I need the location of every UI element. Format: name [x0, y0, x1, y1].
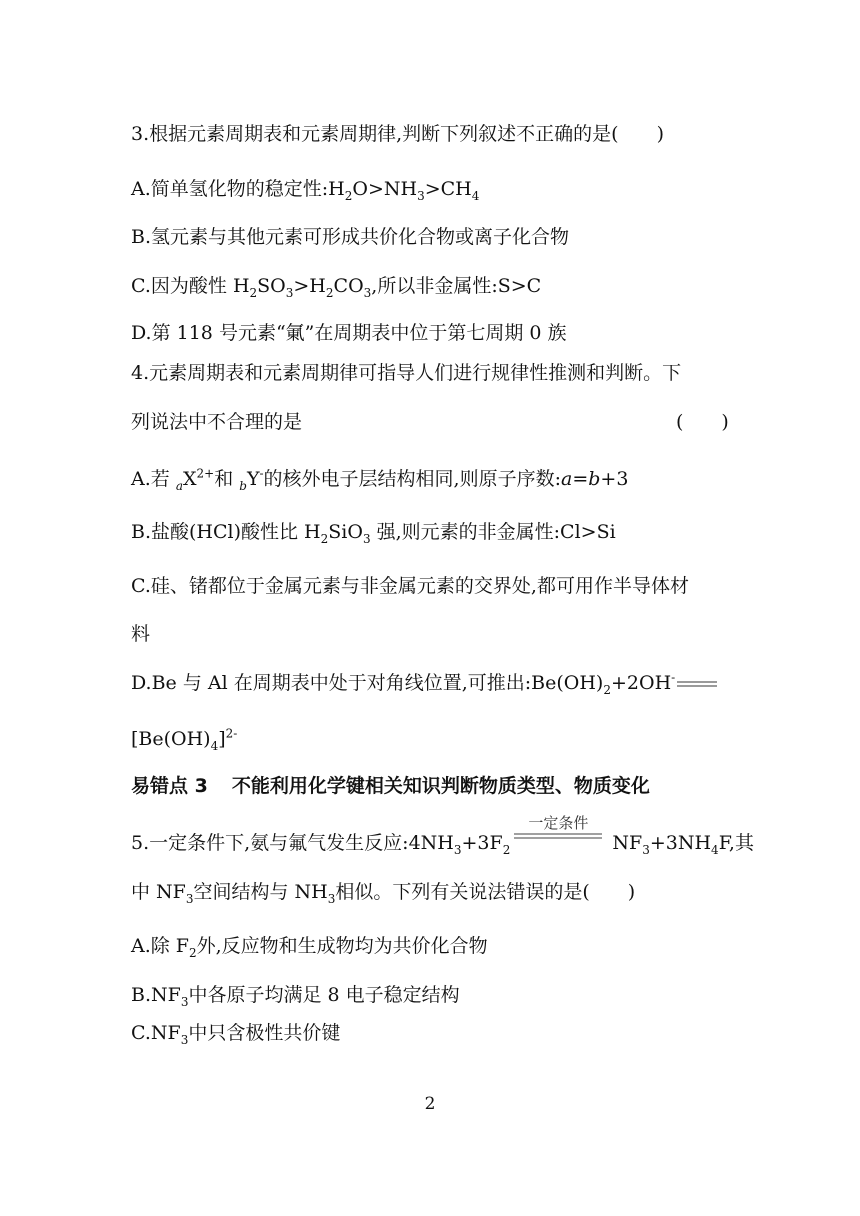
q4-option-c-line1: C.硅、锗都位于金属元素与非金属元素的交界处,都可用作半导体材 [131, 575, 689, 597]
reaction-arrow-icon [514, 814, 602, 855]
section-heading [131, 774, 650, 798]
q4-option-d-line2: $[Be(OH)_4]^{2-}$ [131, 726, 238, 753]
q4-stem-line1: 4.元素周期表和元素周期律可指导人们进行规律性推测和判断。下 [131, 362, 682, 384]
q4-option-c-line2: 料 [131, 623, 151, 645]
equilibrium-arrow-icon [677, 679, 717, 689]
q3-stem: 3.根据元素周期表和元素周期律,判断下列叙述不正确的是( ) [131, 123, 664, 145]
q4-option-b: B.盐酸(HCl)酸性比 $H_2SiO_3$ 强,则元素的非金属性:Cl>Si [131, 521, 616, 546]
reaction-condition: 一定条件 [528, 814, 589, 832]
section-label: 易错点 3 [131, 775, 208, 797]
section-title: 不能利用化学键相关知识判断物质类型、物质变化 [231, 775, 650, 797]
q3-option-d: D.第 118 号元素“氭”在周期表中位于第七周期 0 族 [131, 322, 567, 344]
q5-stem-line2: 中 $NF_3$空间结构与 $NH_3$相似。下列有关说法错误的是( ) [131, 881, 636, 906]
q5-option-a: A.除 $F_2$外,反应物和生成物均为共价化合物 [131, 935, 488, 960]
q4-option-d-line1: D.Be 与 Al 在周期表中处于对角线位置,可推出$:Be(OH)_2+2OH^-$ [131, 671, 717, 695]
q4-answer-paren: ( ) [676, 411, 729, 433]
q3-option-a: A.简单氢化物的稳定性$:H_2O>NH_3>CH_4$ [131, 178, 480, 203]
q4-stem-line2: 列说法中不合理的是 [131, 411, 303, 433]
q5-option-b: $B.NF_3$中各原子均满足 8 电子稳定结构 [131, 984, 460, 1009]
q5-option-c: $C.NF_3$中只含极性共价键 [131, 1022, 341, 1047]
q5-stem-line1: 5.一定条件下,氨与氟气发生反应$:4NH_3+3F_2$ 一定条件 $NF_3+3NH_4F$,其 [131, 831, 754, 855]
page-number: 2 [424, 1094, 436, 1114]
q3-option-c: C.因为酸性 $H_2SO_3>H_2CO_3$,所以非金属性:S>C [131, 275, 542, 300]
q3-option-b: B.氢元素与其他元素可形成共价化合物或离子化合物 [131, 226, 570, 248]
q4-option-a: A.若 $_aX^{2+}$和 $_b$Y-的核外电子层结构相同,则原子序数:a=b+3 [131, 466, 629, 493]
